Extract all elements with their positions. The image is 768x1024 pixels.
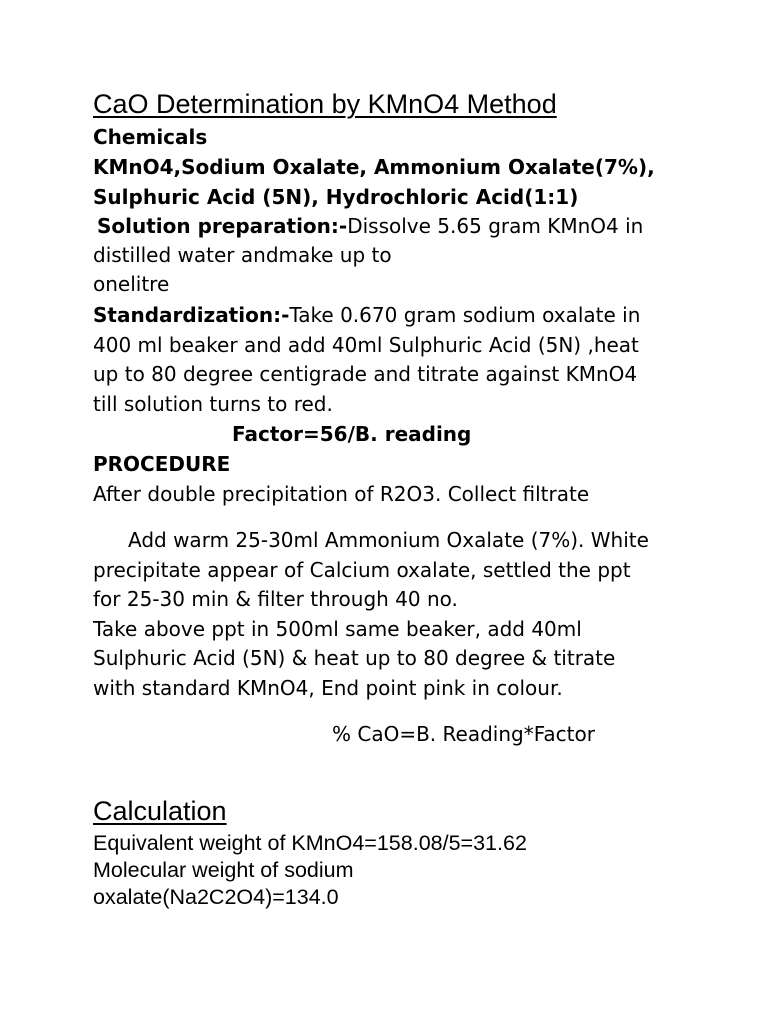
chemicals-list-line-1: KMnO4,Sodium Oxalate, Ammonium Oxalate(7%), [93, 155, 655, 179]
procedure-line-4: for 25-30 min & filter through 40 no. [93, 587, 458, 611]
solution-preparation-line-2: distilled water andmake up to [93, 243, 392, 267]
procedure-line-5: Take above ppt in 500ml same beaker, add 40ml [93, 617, 582, 641]
calculation-heading: Calculation [93, 796, 227, 826]
standardization-line-4: till solution turns to red. [93, 392, 333, 416]
standardization-line-2: 400 ml beaker and add 40ml Sulphuric Acid (5N) ,heat [93, 333, 639, 357]
solution-preparation-label: Solution preparation:- [97, 214, 348, 238]
standardization-line-3: up to 80 degree centigrade and titrate against KMnO4 [93, 362, 638, 386]
chemicals-heading: Chemicals [93, 125, 208, 149]
procedure-line-3: precipitate appear of Calcium oxalate, settled the ppt [93, 558, 631, 582]
solution-preparation-text: Dissolve 5.65 gram KMnO4 in [347, 214, 644, 238]
calculation-line-1: Equivalent weight of KMnO4=158.08/5=31.62 [93, 831, 527, 855]
calculation-line-3: oxalate(Na2C2O4)=134.0 [93, 885, 339, 909]
standardization-text: Take 0.670 gram sodium oxalate in [289, 303, 641, 327]
chemicals-list-line-2: Sulphuric Acid (5N), Hydrochloric Acid(1:1) [93, 185, 579, 209]
procedure-line-1: After double precipitation of R2O3. Collect filtrate [93, 482, 590, 506]
calculation-line-2: Molecular weight of sodium [93, 858, 354, 882]
solution-preparation-line-3: onelitre [93, 272, 170, 296]
procedure-line-7: with standard KMnO4, End point pink in colour. [93, 676, 563, 700]
solution-preparation-line-1 [97, 214, 643, 238]
standardization-line-1 [93, 303, 640, 327]
procedure-line-6: Sulphuric Acid (5N) & heat up to 80 degree & titrate [93, 646, 616, 670]
procedure-line-2: Add warm 25-30ml Ammonium Oxalate (7%). White [128, 528, 649, 552]
standardization-label: Standardization:- [93, 303, 290, 327]
document-title: CaO Determination by KMnO4 Method [93, 89, 557, 119]
cao-formula: % CaO=B. Reading*Factor [332, 722, 595, 746]
procedure-heading: PROCEDURE [93, 452, 231, 476]
factor-formula: Factor=56/B. reading [232, 422, 472, 446]
